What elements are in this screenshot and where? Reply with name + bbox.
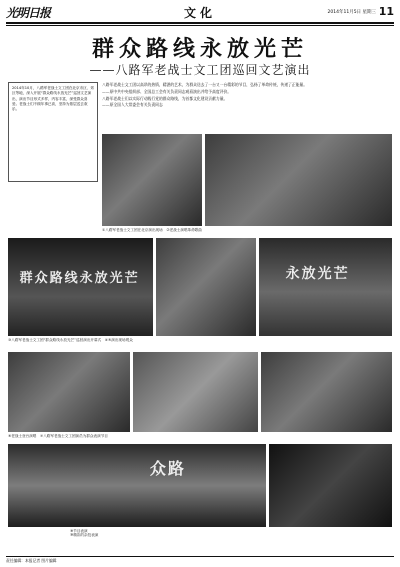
footer-rule — [6, 556, 394, 557]
photo-10 — [269, 444, 392, 527]
header-rule — [6, 22, 394, 24]
masthead — [6, 4, 394, 20]
photo-5: 永放光芒 — [259, 238, 392, 336]
caption-row-4: ⑧节目表演 ⑨精彩的杂技表演 — [70, 529, 99, 538]
caption-row-1: ①八路军老战士文工团在北京演出现场 ②老战士演唱革命歌曲 — [102, 228, 202, 232]
header-rule-thin — [6, 25, 394, 26]
page-number: 11 — [378, 5, 394, 18]
intro-paragraph: 八路军老战士文工团以高昂的热情，精湛的艺术，为群众送去了一台又一台精彩的节目，弘扬了革命传统，传递了正能量。 — [102, 82, 308, 87]
issue-date: 2014年11月5日 星期三 — [327, 10, 376, 15]
caption-row-3: ⑥老战士登台演唱 ⑦八路军老战士文工团演员为群众表演节目 — [8, 434, 108, 438]
photo-8 — [261, 352, 392, 432]
photo-3: 群众路线永放光芒 — [8, 238, 153, 336]
photo-1 — [102, 134, 202, 226]
intro-paragraph: ——原全国人大常委会有关负责同志 — [102, 102, 163, 108]
photo-6 — [8, 352, 130, 432]
photo-7 — [133, 352, 258, 432]
page-footer: 责任编辑：本报记者 图片编辑 — [6, 558, 57, 563]
newspaper-logo: 光明日报 — [6, 6, 51, 20]
article-subheadline: ——八路军老战士文工团巡回文艺演出 — [89, 63, 311, 77]
photo-4 — [156, 238, 256, 336]
photo-2 — [205, 134, 392, 226]
sidebar-box: 2014年10月，八路军老战士文工团在北京市区、郊区等地，深入开展“群众路线永放光芒”巡回文艺演出，演出节目形式多样，内容丰富，深受群众喜爱。老战士们不顾年事已高，坚持为基层送去欢乐。 — [8, 82, 98, 182]
section-title: 文化 — [183, 6, 216, 20]
intro-paragraph: 八路军老战士们以实际行动践行党的群众路线，为首都文化建设贡献力量。 — [102, 95, 228, 101]
article-headline: 群众路线永放光芒 — [91, 36, 308, 62]
intro-text — [102, 82, 392, 132]
intro-paragraph: ——原中共中央组织部、全国总工会有关负责同志观看演出并给予高度评价。 — [102, 88, 232, 94]
photo-9: 众路 — [8, 444, 266, 527]
caption-row-2: ③八路军老战士文工团“群众路线永放光芒”巡回演出开幕式 ④⑤演出现场观众 — [8, 338, 133, 342]
